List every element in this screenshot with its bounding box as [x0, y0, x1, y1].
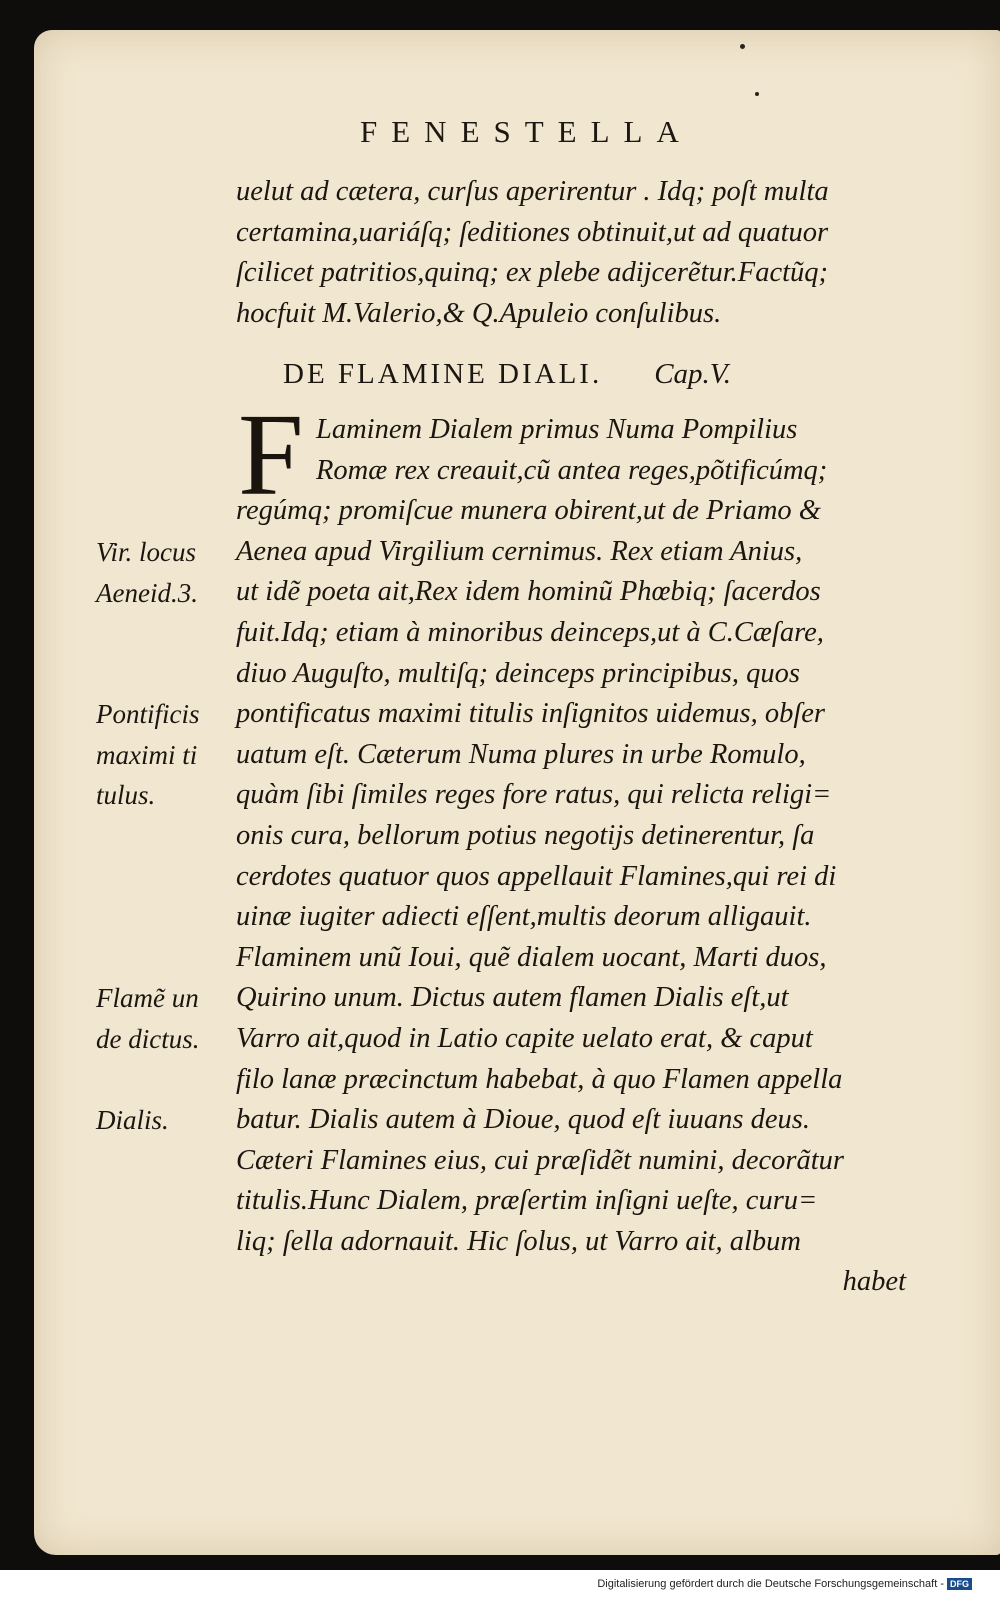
margin-note-line: maximi ti — [96, 739, 198, 770]
text-line: ſcilicet patritios,quinq; ex plebe adijcerẽtur.Factũq; — [236, 257, 829, 289]
margin-note-dialis — [96, 1100, 236, 1141]
digitization-footer — [597, 1578, 972, 1590]
margin-note-line: Vir. locus — [96, 537, 196, 567]
text-line: Cæteri Flamines eius, cui præſidẽt numini, decorãtur — [236, 1144, 844, 1176]
footer-text: Digitalisierung gefördert durch die Deutsche Forschungsgemeinschaft - — [597, 1578, 944, 1590]
text-line: Quirino unum. Dictus autem flamen Dialis eſt,ut — [236, 982, 789, 1014]
margin-note-line: tulus. — [96, 780, 156, 811]
chapter-number: Cap.V. — [654, 358, 732, 390]
text-line: ut idẽ poeta ait,Rex idem hominũ Phœbiq; ſacerdos — [236, 576, 821, 608]
margin-note-flamen — [96, 978, 236, 1059]
text-line: hocfuit M.Valerio,& Q.Apuleio conſulibus. — [236, 297, 722, 329]
margin-note-line: Flamẽ un — [96, 983, 199, 1013]
chapter-body — [236, 410, 906, 1303]
text-line: cerdotes quatuor quos appellauit Flamines,qui rei di — [236, 860, 837, 892]
text-line: pontificatus maximi titulis inſignitos uidemus, obſer — [236, 698, 825, 730]
margin-note-line: Pontificis — [96, 699, 200, 729]
margin-note-pontifex — [96, 694, 236, 816]
chapter-heading — [283, 358, 883, 391]
intro-paragraph — [236, 172, 906, 334]
margin-note-line: Dialis. — [96, 1105, 169, 1135]
margin-note-line: Aeneid.3. — [96, 577, 198, 608]
text-line: filo lanæ præcinctum habebat, à quo Flamen appella — [236, 1063, 843, 1095]
text-line: uelut ad cætera, curſus aperirentur . Idq; poſt multa — [236, 176, 829, 207]
ink-speck — [755, 92, 759, 96]
text-line: Varro ait,quod in Latio capite uelato erat, & caput — [236, 1022, 813, 1054]
text-line: Aenea apud Virgilium cernimus. Rex etiam Anius, — [236, 535, 803, 567]
text-line: Laminem Dialem primus Numa Pompilius — [316, 414, 798, 445]
margin-note-line: de dictus. — [96, 1023, 200, 1054]
dfg-logo: DFG — [947, 1578, 972, 1590]
text-line: Flaminem unũ Ioui, quẽ dialem uocant, Marti duos, — [236, 941, 827, 973]
text-line: uinæ iugiter adiecti eſſent,multis deorum alligauit. — [236, 901, 812, 933]
text-line: regúmq; promiſcue munera obirent,ut de Priamo & — [236, 495, 821, 527]
text-line: liq; ſella adornauit. Hic ſolus, ut Varro ait, album — [236, 1225, 801, 1257]
drop-capital: F — [238, 389, 304, 520]
running-header: FENESTELLA — [360, 114, 693, 149]
text-line: batur. Dialis autem à Dioue, quod eſt iuuans deus. — [236, 1104, 810, 1136]
chapter-title: DE FLAMINE DIALI. — [283, 358, 603, 390]
text-line: certamina,uariáſq; ſeditiones obtinuit,ut ad quatuor — [236, 216, 829, 248]
margin-note-virgil — [96, 532, 236, 613]
text-line: uatum eſt. Cæterum Numa plures in urbe Romulo, — [236, 738, 806, 770]
text-line: titulis.Hunc Dialem, præſertim inſigni ueſte, curu= — [236, 1185, 818, 1217]
catchword: habet — [842, 1266, 906, 1298]
text-line: diuo Auguſto, multiſq; deinceps principibus, quos — [236, 657, 800, 689]
text-line: Romæ rex creauit,cũ antea reges,põtificúmq; — [316, 454, 828, 486]
text-line: fuit.Idq; etiam à minoribus deinceps,ut à C.Cæſare, — [236, 616, 824, 648]
text-line: quàm ſibi ſimiles reges fore ratus, qui relicta religi= — [236, 779, 832, 811]
ink-speck — [740, 44, 745, 49]
text-line: onis cura, bellorum potius negotijs detinerentur, ſa — [236, 819, 815, 851]
